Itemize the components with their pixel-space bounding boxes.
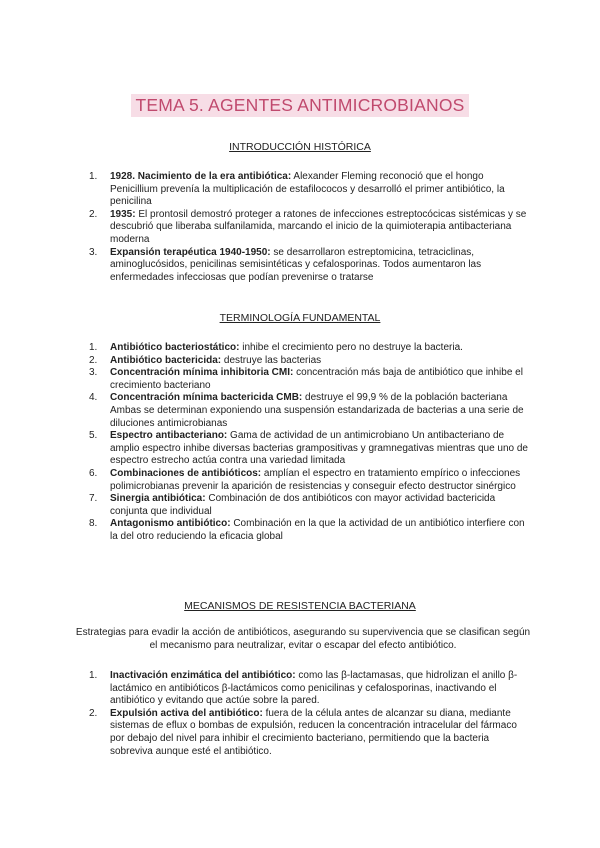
item-text: fuera de la célula antes de alcanzar su diana, mediante sistemas de eflux o bombas de expulsión, reducen la concentración intracelular del fármaco por debajo del nivel para inhibir el crecimiento bacteriano, permitiendo que la bacteria sobreviva aunque esté el antibiótico.: [110, 707, 517, 757]
list-item: [89, 708, 529, 758]
list-item: [89, 355, 529, 368]
section-heading-historical: INTRODUCCIÓN HISTÓRICA: [229, 141, 371, 153]
list-item: [89, 670, 529, 708]
item-term: Expulsión activa del antibiótico:: [110, 707, 263, 719]
item-text: como las β-lactamasas, que hidrolizan el anillo β-lactámico en antibióticos β-lactámicos como penicilinas y cefalosporinas, inactivando el antibiótico y evitando que actúe sobre la pared.: [110, 670, 518, 707]
item-number: 8.: [89, 518, 98, 530]
resistance-list: [89, 670, 529, 758]
item-number: 5.: [89, 430, 98, 442]
item-text: Alexander Fleming reconoció que el hongo Penicillium prevenía la multiplicación de estafilococos y desarrolló el primer antibiótico, la penicilina: [110, 171, 505, 208]
item-number: 2.: [89, 208, 98, 220]
item-number: 4.: [89, 392, 98, 404]
item-text: destruye el 99,9 % de la población bacteriana Ambas se determinan exponiendo una suspensión estandarizada de bacterias a una serie de diluciones antimicrobianas: [110, 392, 524, 429]
item-text: El prontosil demostró proteger a ratones de infecciones estreptocócicas sistémicas y se descubrió que liberaba sulfanilamida, marcando el inicio de la quimioterapia antibacteriana moderna: [110, 208, 527, 245]
list-item: [89, 342, 529, 355]
item-term: 1935:: [110, 208, 136, 220]
list-item: [89, 392, 529, 430]
item-text: Combinación en la que la actividad de un antibiótico interfiere con la del otro reduciendo la eficacia global: [110, 518, 525, 542]
item-term: Antagonismo antibiótico:: [110, 518, 231, 530]
item-term: Concentración mínima bactericida CMB:: [110, 392, 303, 404]
item-text: amplían el espectro en tratamiento empírico o infecciones polimicrobianas prevenir la aparición de resistencias y conseguir efecto destructor sinérgico: [110, 467, 521, 492]
item-text: destruye las bacterias: [221, 354, 322, 366]
item-term: Concentración mínima inhibitoria CMI:: [110, 367, 294, 379]
item-term: Antibiótico bactericida:: [110, 354, 222, 366]
item-number: 3.: [89, 367, 98, 379]
item-text: concentración más baja de antibiótico que inhibe el crecimiento bacteriano: [110, 367, 523, 391]
item-term: Expansión terapéutica 1940-1950:: [110, 246, 271, 258]
terminology-list: [89, 342, 529, 544]
list-item: [89, 247, 529, 285]
list-item: [89, 468, 529, 493]
item-number: 2.: [89, 707, 98, 719]
resistance-intro: Estrategias para evadir la acción de antibióticos, asegurando su supervivencia que se clasifican según el mecanismo para neutralizar, evitar o escapar del efecto antibiótico.: [75, 627, 531, 651]
item-number: 3.: [89, 246, 98, 258]
item-number: 1.: [89, 670, 98, 681]
page-title: TEMA 5. AGENTES ANTIMICROBIANOS: [131, 94, 468, 117]
item-text: se desarrollaron estreptomicina, tetraciclinas, aminoglucósidos, penicilinas semisintéticas y cefalosporinas. Todos aumentaron las enfermedades infecciosas que podían prevenirse o tratarse: [110, 246, 482, 283]
item-number: 2.: [89, 354, 98, 366]
list-item: [89, 171, 529, 209]
item-term: Espectro antibacteriano:: [110, 430, 228, 442]
historical-list: [89, 171, 529, 284]
item-term: Inactivación enzimática del antibiótico:: [110, 670, 296, 681]
item-number: 6.: [89, 467, 98, 479]
item-number: 1.: [89, 342, 98, 353]
item-text: inhibe el crecimiento pero no destruye la bacteria.: [239, 342, 463, 353]
item-term: Sinergia antibiótica:: [110, 493, 206, 505]
item-term: Combinaciones de antibióticos:: [110, 467, 262, 479]
section-heading-resistance: MECANISMOS DE RESISTENCIA BACTERIANA: [184, 600, 416, 612]
list-item: [89, 430, 529, 468]
item-text: Combinación de dos antibióticos con mayor actividad bactericida conjunta que individual: [110, 493, 496, 517]
list-item: [89, 493, 529, 518]
item-term: 1928. Nacimiento de la era antibiótica:: [110, 171, 292, 182]
item-number: 7.: [89, 493, 98, 505]
title-block: [0, 94, 600, 117]
list-item: [89, 367, 529, 392]
list-item: [89, 209, 529, 247]
item-text: Gama de actividad de un antimicrobiano Un antibacteriano de amplio espectro inhibe diversas bacterias grampositivas y gramnegativas mientras que uno de espectro estrecho actúa contra una variedad limitada: [110, 430, 528, 467]
list-item: [89, 518, 529, 543]
section-heading-terminology: TERMINOLOGÍA FUNDAMENTAL: [219, 312, 381, 324]
item-number: 1.: [89, 171, 98, 182]
item-term: Antibiótico bacteriostático:: [110, 342, 240, 353]
